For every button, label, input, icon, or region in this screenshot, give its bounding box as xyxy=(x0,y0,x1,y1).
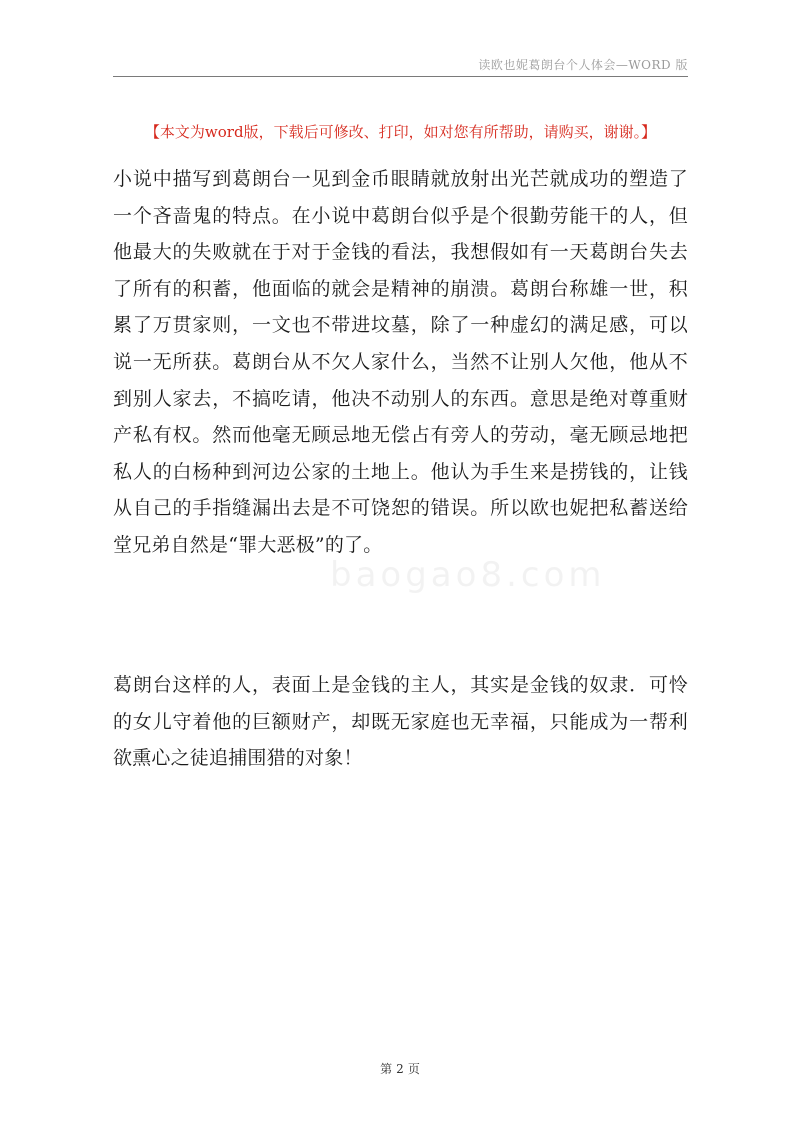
page-header-title: 读欧也妮葛朗台个人体会—WORD 版 xyxy=(478,58,688,72)
body-paragraph-2: 葛朗台这样的人，表面上是金钱的主人，其实是金钱的奴隶．可怜的女儿守着他的巨额财产，却既无家庭也无幸福，只能成为一帮利欲熏心之徒追捕围猎的对象！ xyxy=(113,674,688,770)
watermark: baogao8.com xyxy=(330,555,606,595)
page-footer xyxy=(0,1060,800,1077)
footer-prefix: 第 xyxy=(380,1062,393,1076)
header-divider xyxy=(113,76,688,77)
footer-suffix: 页 xyxy=(407,1062,420,1076)
page-number: 2 xyxy=(396,1062,404,1076)
download-notice: 【本文为word版，下载后可修改、打印，如对您有所帮助，请购买，谢谢。】 xyxy=(144,123,657,141)
body-paragraph-1: 小说中描写到葛朗台一见到金币眼睛就放射出光芒就成功的塑造了一个吝啬鬼的特点。在小说中葛朗台似乎是个很勤劳能干的人，但他最大的失败就在于对于金钱的看法，我想假如有一天葛朗台失去了所有的积蓄，他面临的就会是精神的崩溃。葛朗台称雄一世，积累了万贯家则，一文也不带进坟墓，除了一种虚幻的满足感，可以说一无所获。葛朗台从不欠人家什么，当然不让别人欠他，他从不到别人家去，不搞吃请，他决不动别人的东西。意思是绝对尊重财产私有权。然而他毫无顾忌地无偿占有旁人的劳动，毫无顾忌地把私人的白杨种到河边公家的土地上。他认为手生来是捞钱的，让钱从自己的手指缝漏出去是不可饶恕的错误。所以欧也妮把私蓄送给堂兄弟自然是“罪大恶极”的了。 xyxy=(113,168,688,556)
